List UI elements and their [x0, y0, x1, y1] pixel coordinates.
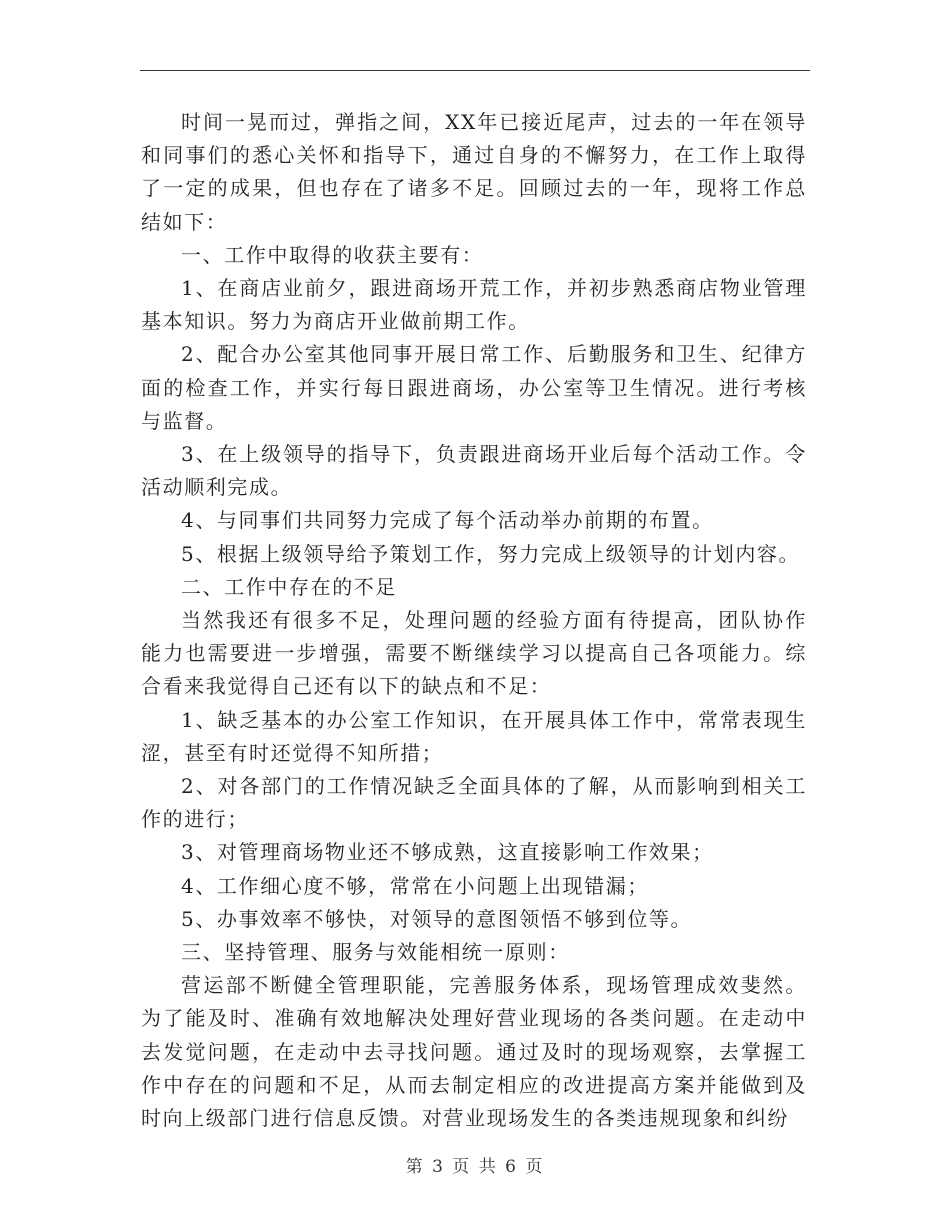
paragraph: 1、在商店业前夕，跟进商场开荒工作，并初步熟悉商店物业管理基本知识。努力为商店开业做前期工作。: [141, 276, 807, 334]
paragraph: 5、根据上级领导给予策划工作，努力完成上级领导的计划内容。: [181, 541, 801, 566]
paragraph: 1、缺乏基本的办公室工作知识，在开展具体工作中，常常表现生涩，甚至有时还觉得不知所措；: [141, 707, 807, 765]
section-heading: 三、坚持管理、服务与效能相统一原则：: [181, 940, 570, 965]
paragraph: 3、在上级领导的指导下，负责跟进商场开业后每个活动工作。令活动顺利完成。: [141, 442, 807, 500]
section-heading: 一、工作中取得的收获主要有：: [181, 242, 484, 267]
document-body: [141, 106, 807, 1135]
header-rule: [140, 70, 810, 71]
paragraph: 时间一晃而过，弹指之间，XX年已接近尾声，过去的一年在领导和同事们的悉心关怀和指导下，通过自身的不懈努力，在工作上取得了一定的成果，但也存在了诸多不足。回顾过去的一年，现将工作总结如下：: [141, 110, 807, 234]
paragraph: 2、配合办公室其他同事开展日常工作、后勤服务和卫生、纪律方面的检查工作，并实行每日跟进商场，办公室等卫生情况。进行考核与监督。: [141, 342, 807, 433]
paragraph: 营运部不断健全管理职能，完善服务体系，现场管理成效斐然。为了能及时、准确有效地解决处理好营业现场的各类问题。在走动中去发觉问题，在走动中去寻找问题。通过及时的现场观察，去掌握工作中存在的问题和不足，从而去制定相应的改进提高方案并能做到及时向上级部门进行信息反馈。对营业现场发生的各类违规现象和纠纷: [141, 973, 807, 1131]
paragraph: 2、对各部门的工作情况缺乏全面具体的了解，从而影响到相关工作的进行；: [141, 774, 807, 832]
paragraph: 当然我还有很多不足，处理问题的经验方面有待提高，团队协作能力也需要进一步增强，需要不断继续学习以提高自己各项能力。综合看来我觉得自己还有以下的缺点和不足：: [141, 608, 807, 699]
paragraph: 5、办事效率不够快，对领导的意图领悟不够到位等。: [181, 906, 693, 931]
paragraph: 3、对管理商场物业还不够成熟，这直接影响工作效果；: [181, 840, 714, 865]
section-heading: 二、工作中存在的不足: [181, 574, 397, 599]
paragraph: 4、工作细心度不够，常常在小问题上出现错漏；: [181, 873, 649, 898]
paragraph: 4、与同事们共同努力完成了每个活动举办前期的布置。: [181, 508, 714, 533]
page-footer: 第 3 页 共 6 页: [405, 1157, 545, 1177]
